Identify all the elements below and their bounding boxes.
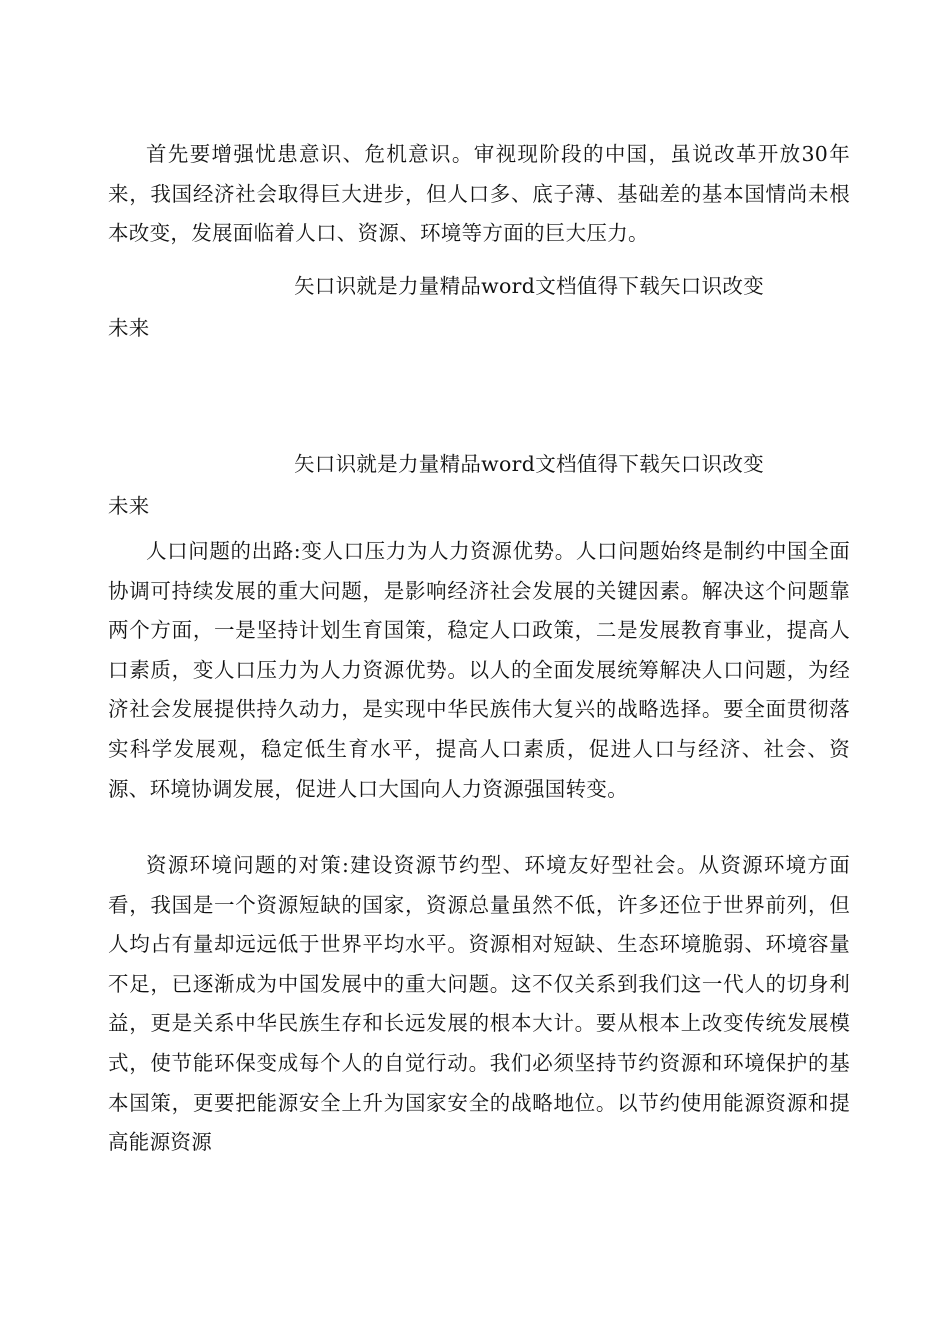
footer-slogan-tail: 未来: [108, 494, 150, 518]
paragraph-resources-environment: 资源环境问题的对策:建设资源节约型、环境友好型社会。从资源环境方面看，我国是一个资源短缺的国家，资源总量虽然不低，许多还位于世界前列，但人均占有量却远远低于世界平均水平。资源相对短缺、生态环境脆弱、环境容量不足，已逐渐成为中国发展中的重大问题。这不仅关系到我们这一代人的切身利益，更是关系中华民族生存和长远发展的根本大计。要从根本上改变传统发展模式，使节能环保变成每个人的自觉行动。我们必须坚持节约资源和环境保护的基本国策，更要把能源安全上升为国家安全的战略地位。以节约使用能源资源和提高能源资源: [108, 853, 850, 1155]
paragraph-population: 人口问题的出路:变人口压力为人力资源优势。人口问题始终是制约中国全面协调可持续发展的重大问题，是影响经济社会发展的关键因素。解决这个问题靠两个方面，一是坚持计划生育国策，稳定人口政策，二是发展教育事业，提高人口素质，变人口压力为人力资源优势。以人的全面发展统筹解决人口问题，为经济社会发展提供持久动力，是实现中华民族伟大复兴的战略选择。要全面贯彻落实科学发展观，稳定低生育水平，提高人口素质，促进人口与经济、社会、资源、环境协调发展，促进人口大国向人力资源强国转变。: [108, 539, 850, 801]
footer-slogan-tail: 未来: [108, 316, 150, 340]
footer-watermark-2: [108, 446, 850, 524]
footer-slogan: 矢口识就是力量精品word文档值得下载矢口识改变: [293, 274, 764, 298]
footer-slogan: 矢口识就是力量精品word文档值得下载矢口识改变: [293, 452, 764, 476]
footer-watermark-1: [108, 268, 850, 346]
paragraph-awareness: 首先要增强忧患意识、危机意识。审视现阶段的中国，虽说改革开放30年来，我国经济社会取得巨大进步，但人口多、底子薄、基础差的基本国情尚未根本改变，发展面临着人口、资源、环境等方面的巨大压力。: [108, 142, 850, 246]
